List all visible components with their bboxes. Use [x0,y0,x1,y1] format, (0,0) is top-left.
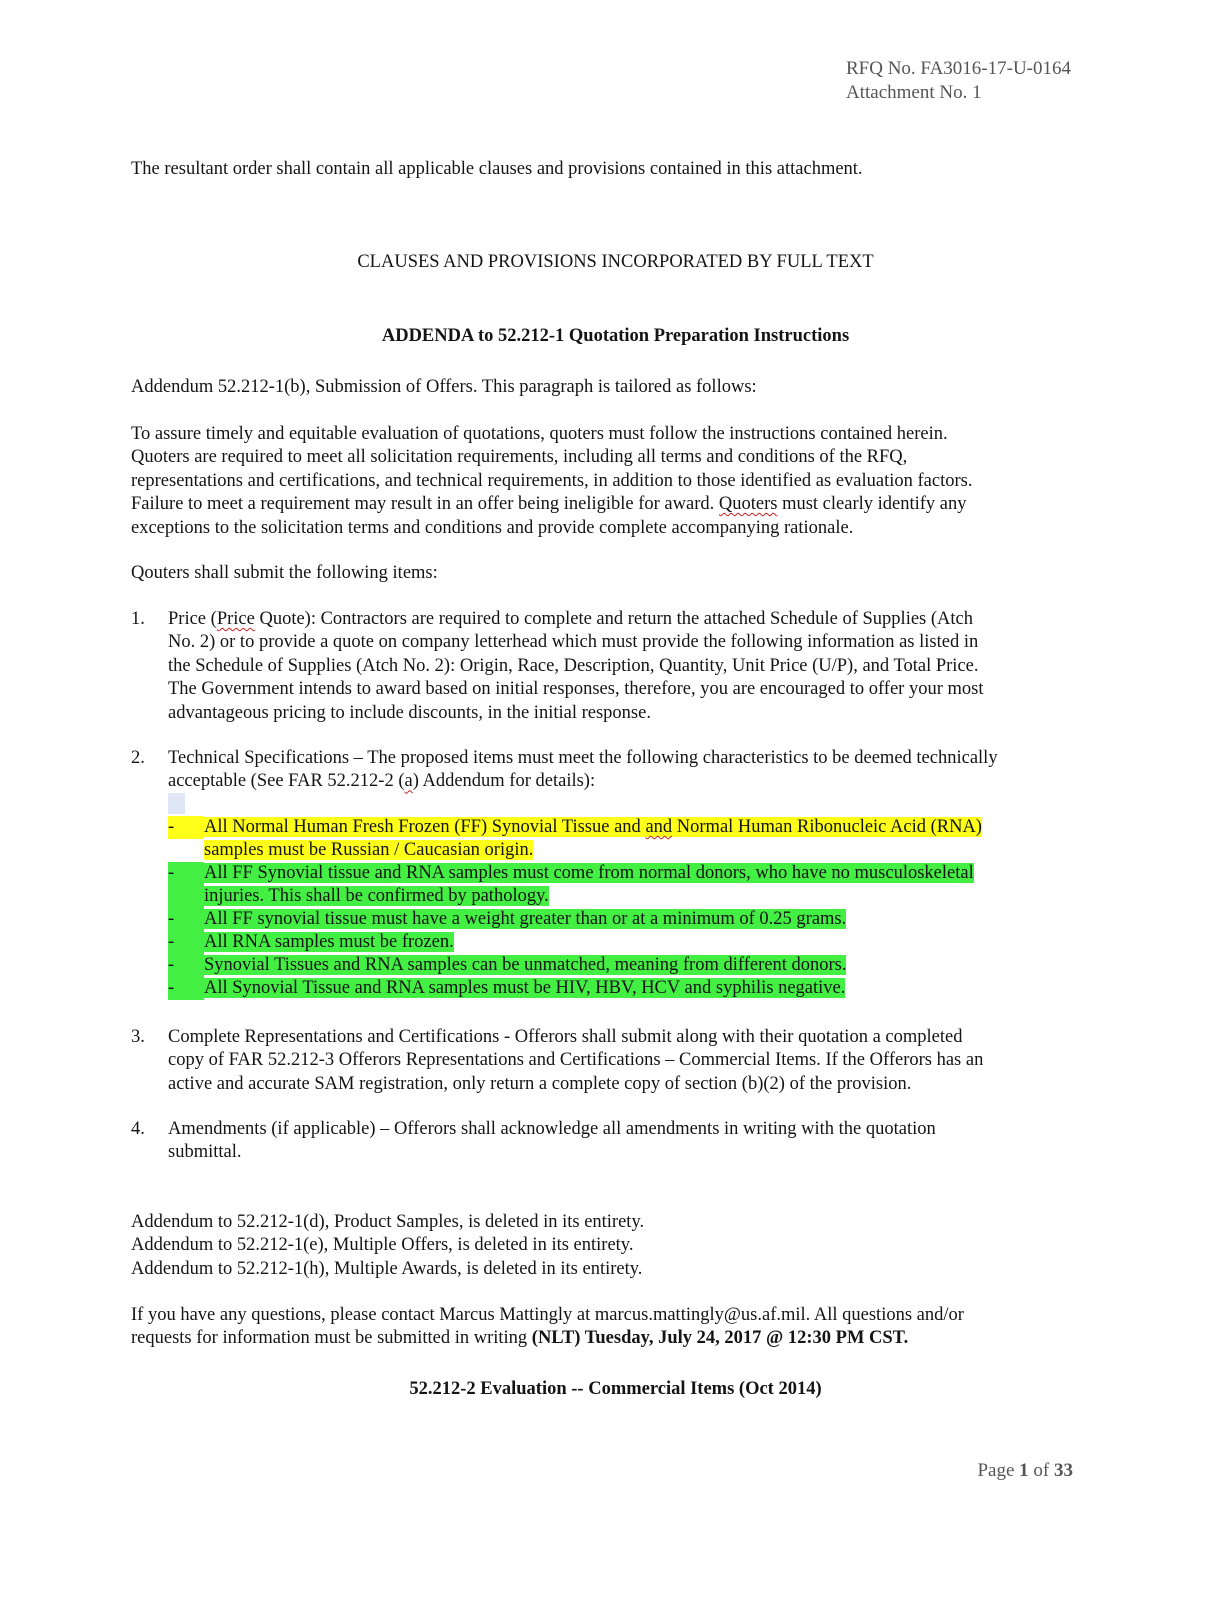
misspelled-word: Quoters [718,494,778,515]
item-line: No. 2) or to provide a quote on company letterhead which must provide the following information as listed in [168,632,979,653]
item-fragment: Price ( [168,609,217,629]
deletion-line: Addendum to 52.212-1(d), Product Samples, is deleted in its entirety. [131,1212,645,1232]
page-label: Page [977,1460,1020,1481]
bullet-fragment: Normal Human Ribonucleic Acid (RNA) [672,817,982,837]
evaluation-title: 52.212-2 Evaluation -- Commercial Items (Oct 2014) [409,1379,822,1399]
bullet-dash: - [168,862,204,885]
bullet-fragment: All FF synovial tissue must have a weight greater than or at a minimum of 0.25 grams. [204,909,847,929]
bullet-fragment: All Synovial Tissue and RNA samples must be HIV, HBV, HCV and syphilis negative. [204,978,846,998]
paragraph-fragment: must clearly identify any [777,494,967,515]
item-line: The Government intends to award based on initial responses, therefore, you are encouraged to offer your most [168,679,984,700]
deletions-block [131,1211,644,1281]
intro-text: The resultant order shall contain all applicable clauses and provisions contained in this attachment. [131,159,863,179]
item-number: 3. [131,1027,145,1047]
rfq-number: RFQ No. FA3016-17-U-0164 [846,58,1072,79]
duplicated-word: and [645,817,673,837]
contact-line [131,1327,964,1350]
misspelled-word: Price [216,609,255,629]
page-of-label: of [1028,1460,1054,1481]
item-line: the Schedule of Supplies (Atch No. 2): Origin, Race, Description, Quantity, Unit Price (U/P), and Total Price. [168,655,979,676]
document-header [846,57,1071,105]
item-line: submittal. [168,1142,242,1163]
bullet-line [204,977,845,1000]
bullet-fragment: All FF Synovial tissue and RNA samples must come from normal donors, who have no musculoskeletal [204,863,974,883]
bullet-line [204,954,846,977]
bullet-line [204,862,974,885]
addenda-title: ADDENDA to 52.212-1 Quotation Preparation Instructions [381,326,850,346]
item-fragment: acceptable (See FAR 52.212-2 ( [168,771,405,792]
item-line: active and accurate SAM registration, only return a complete copy of section (b)(2) of the provision. [168,1073,912,1094]
instructions-paragraph [131,423,972,540]
item-line: copy of FAR 52.212-3 Offerors Representations and Certifications – Commercial Items. If the Offerors has an [168,1050,984,1071]
attachment-number: Attachment No. 1 [846,82,982,103]
deletion-line: Addendum to 52.212-1(h), Multiple Awards, is deleted in its entirety. [131,1258,643,1279]
bullet-fragment: All RNA samples must be frozen. [204,932,454,952]
paragraph-line: To assure timely and equitable evaluation of quotations, quoters must follow the instructions contained herein. [131,424,948,444]
bullet-line [204,885,549,908]
contact-paragraph [131,1304,964,1351]
bullet-dash: - [168,954,204,977]
item-number: 2. [131,748,145,768]
item-line [168,770,998,793]
paragraph-line [131,493,972,516]
bullet-line [204,816,982,839]
current-page: 1 [1019,1460,1029,1481]
item-line: Technical Specifications – The proposed items must meet the following characteristics to be deemed technically [168,748,998,768]
section-title: CLAUSES AND PROVISIONS INCORPORATED BY FULL TEXT [357,252,874,272]
item-text [168,1026,983,1096]
bullet-fragment: All Normal Human Fresh Frozen (FF) Synovial Tissue and [204,817,646,837]
bullet-dash-continuation [168,885,204,908]
bullet-line [204,839,533,862]
page-number [977,1460,1073,1482]
contact-fragment: requests for information must be submitted in writing [131,1328,532,1349]
submit-intro: Qouters shall submit the following items: [131,563,438,583]
paragraph-line: Quoters are required to meet all solicitation requirements, including all terms and conditions of the RFQ, [131,447,908,468]
bullet-fragment: Synovial Tissues and RNA samples can be unmatched, meaning from different donors. [204,955,847,975]
item-text [168,747,998,794]
deletion-line: Addendum to 52.212-1(e), Multiple Offers, is deleted in its entirety. [131,1235,634,1256]
contact-line: If you have any questions, please contact Marcus Mattingly at marcus.mattingly@us.af.mil. All questions and/or [131,1305,964,1325]
deadline-text: (NLT) Tuesday, July 24, 2017 @ 12:30 PM CST. [531,1328,909,1349]
item-number: 4. [131,1119,145,1139]
item-line: Complete Representations and Certifications - Offerors shall submit along with their quotation a completed [168,1027,963,1047]
item-line: advantageous pricing to include discounts, in the initial response. [168,702,651,723]
item-number: 1. [131,609,145,629]
bullet-dash: - [168,977,204,1000]
item-fragment: ) Addendum for details): [412,771,596,792]
paragraph-fragment: Failure to meet a requirement may result in an offer being ineligible for award. [131,494,719,515]
bullet-fragment: injuries. This shall be confirmed by pathology. [204,886,549,906]
misspelled-word: a [404,771,413,792]
bullet-dash: - [168,931,204,954]
bullet-fragment: samples must be Russian / Caucasian origin. [204,840,534,860]
item-fragment: Quote): Contractors are required to complete and return the attached Schedule of Supplies (Atch [254,609,973,629]
bullet-dash: - [168,816,204,839]
total-pages: 33 [1054,1460,1073,1481]
bullet-dash: - [168,908,204,931]
paragraph-line: representations and certifications, and technical requirements, in addition to those identified as evaluation factors. [131,470,973,491]
bullet-line [204,908,846,931]
selection-marker [168,793,185,814]
addendum-b-text: Addendum 52.212-1(b), Submission of Offers. This paragraph is tailored as follows: [131,377,757,397]
paragraph-line: exceptions to the solicitation terms and conditions and provide complete accompanying rationale. [131,517,854,538]
item-text [168,1118,936,1165]
bullet-line [204,931,454,954]
item-line [168,608,983,631]
item-line: Amendments (if applicable) – Offerors shall acknowledge all amendments in writing with the quotation [168,1119,936,1139]
item-text [168,608,983,725]
